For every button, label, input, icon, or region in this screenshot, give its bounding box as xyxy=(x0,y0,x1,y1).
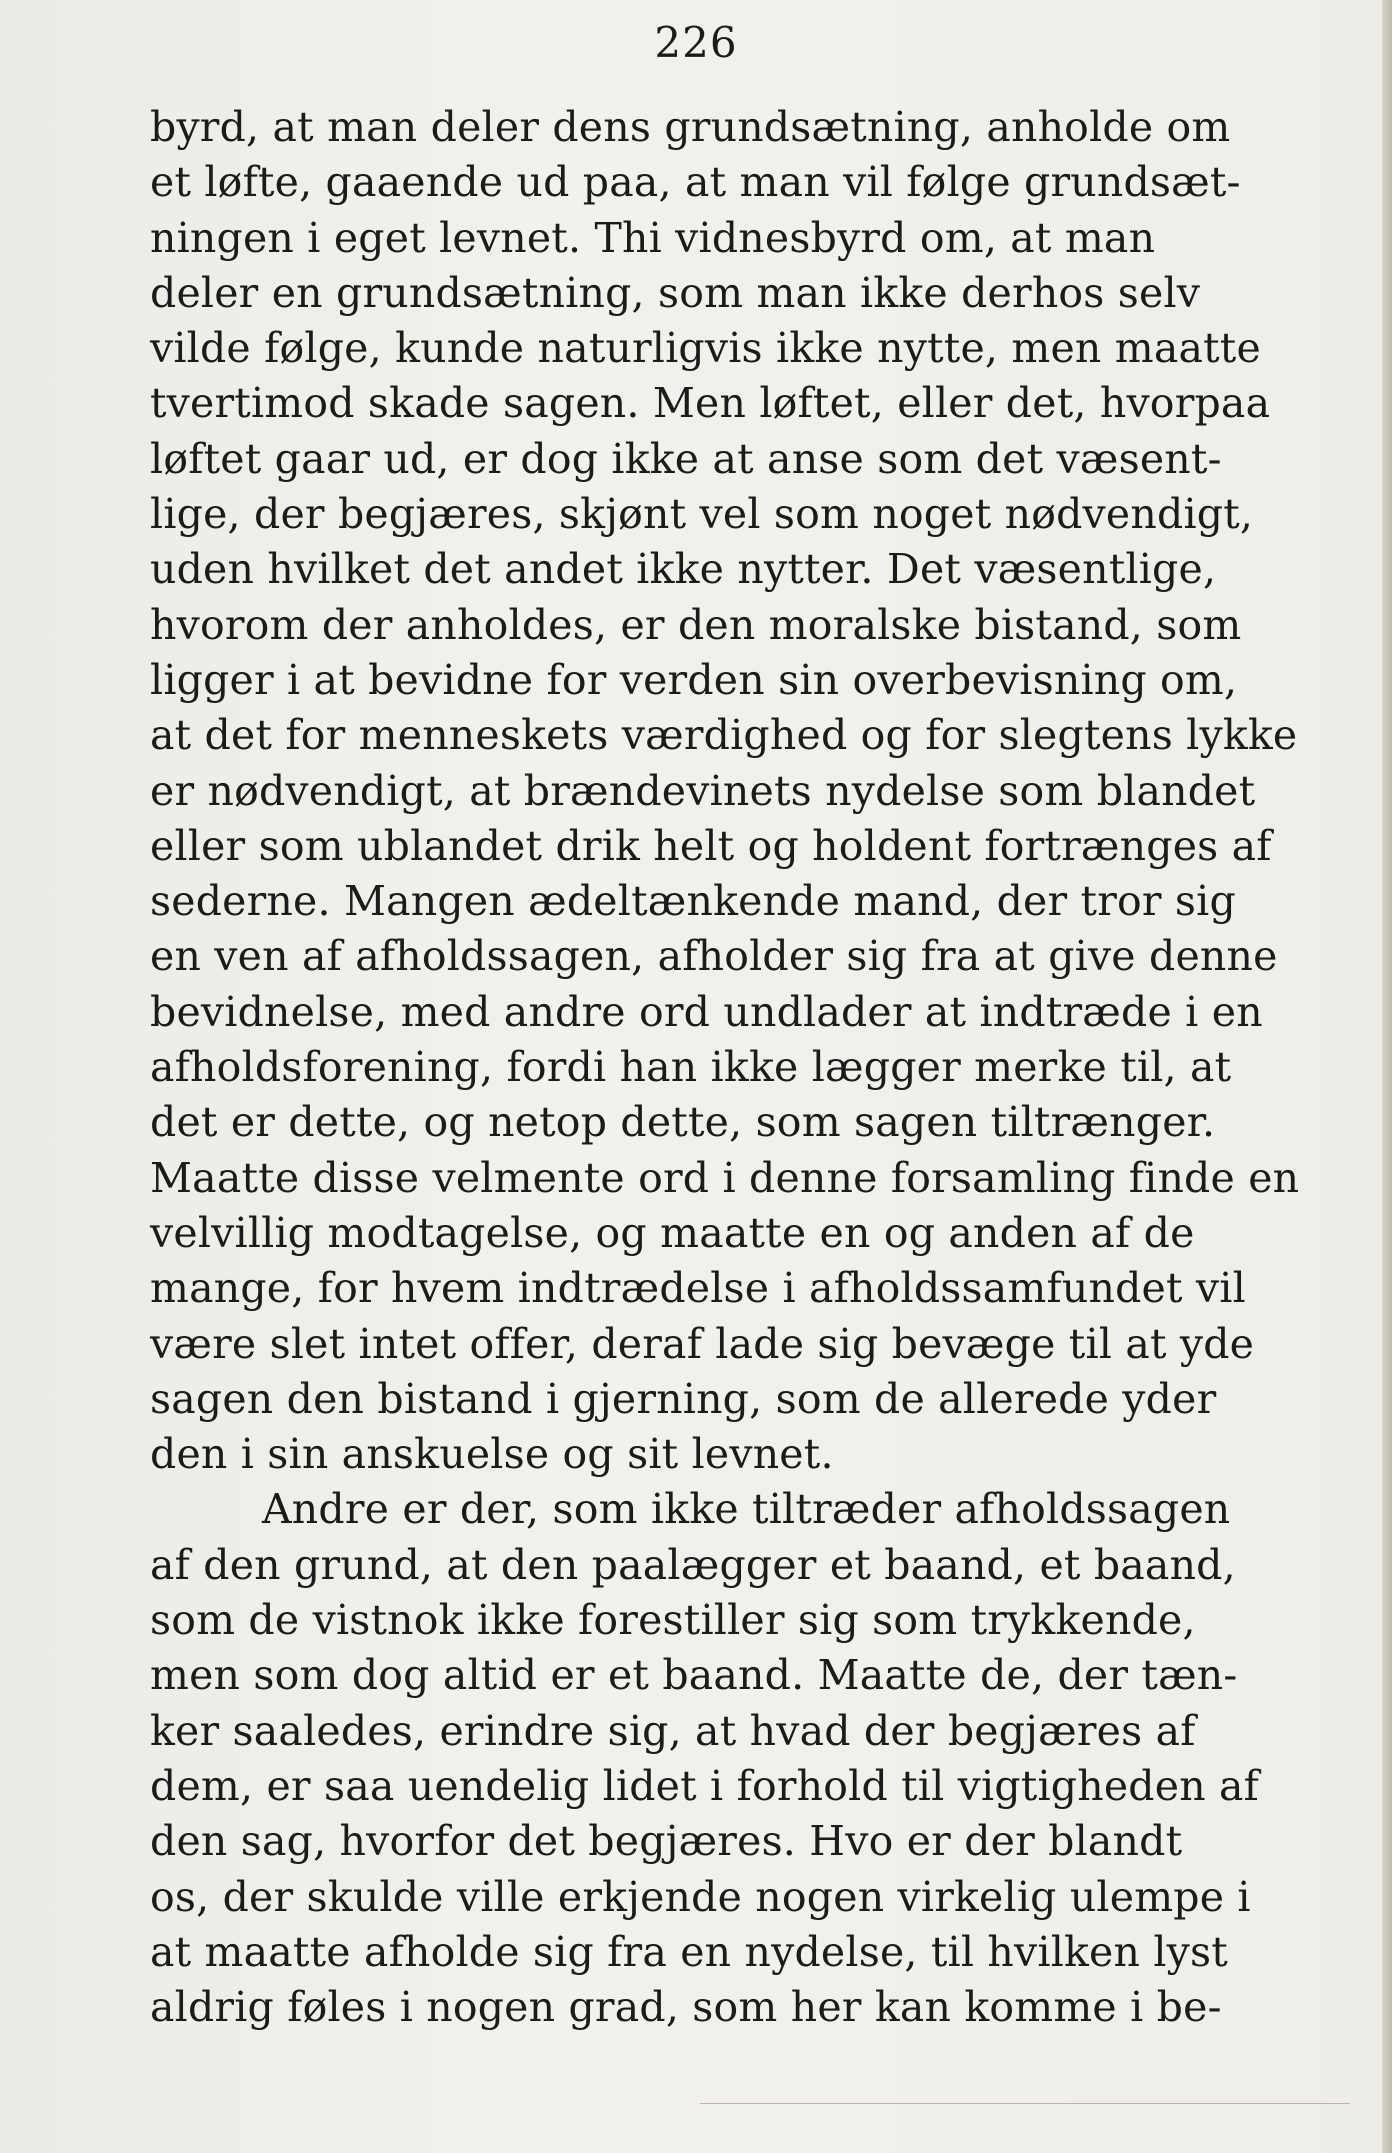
text-line: af den grund, at den paalægger et baand, et baand, xyxy=(150,1540,1236,1589)
text-line: afholdsforening, fordi han ikke lægger merke til, at xyxy=(150,1043,1232,1092)
page-number: 226 xyxy=(654,18,738,67)
text-line: en ven af afholdssagen, afholder sig fra at give denne xyxy=(150,932,1278,981)
text-line: ker saaledes, erindre sig, at hvad der begjæres af xyxy=(150,1706,1196,1755)
text-line: eller som ublandet drik helt og holdent fortrænges af xyxy=(150,821,1272,870)
text-line: som de vistnok ikke forestiller sig som trykkende, xyxy=(150,1596,1196,1645)
text-line: sagen den bistand i gjerning, som de allerede yder xyxy=(150,1374,1217,1423)
text-line: Maatte disse velmente ord i denne forsamling finde en xyxy=(150,1153,1300,1202)
text-line: er nødvendigt, at brændevinets nydelse som blandet xyxy=(150,766,1256,815)
text-line: aldrig føles i nogen grad, som her kan komme i be- xyxy=(150,1983,1222,2032)
text-line: men som dog altid er et baand. Maatte de, der tæn- xyxy=(150,1651,1238,1700)
text-line: et løfte, gaaende ud paa, at man vil følge grundsæt- xyxy=(150,158,1241,207)
body-text xyxy=(150,100,1360,2035)
text-line: ligger i at bevidne for verden sin overbevisning om, xyxy=(150,655,1238,704)
text-line: at det for menneskets værdighed og for slegtens lykke xyxy=(150,711,1298,760)
text-line: velvillig modtagelse, og maatte en og anden af de xyxy=(150,1208,1195,1257)
text-line: den sag, hvorfor det begjæres. Hvo er der blandt xyxy=(150,1817,1183,1866)
text-line: vilde følge, kunde naturligvis ikke nytte, men maatte xyxy=(150,324,1261,373)
divider xyxy=(700,2103,1350,2104)
text-line: deler en grundsætning, som man ikke derhos selv xyxy=(150,268,1201,317)
text-line: mange, for hvem indtrædelse i afholdssamfundet vil xyxy=(150,1264,1246,1313)
text-line: at maatte afholde sig fra en nydelse, til hvilken lyst xyxy=(150,1927,1228,1976)
text-line: uden hvilket det andet ikke nytter. Det væsentlige, xyxy=(150,545,1217,594)
text-line: det er dette, og netop dette, som sagen tiltrænger. xyxy=(150,1098,1216,1147)
text-line: sederne. Mangen ædeltænkende mand, der tror sig xyxy=(150,877,1236,926)
text-line: os, der skulde ville erkjende nogen virkelig ulempe i xyxy=(150,1872,1251,1921)
text-line: byrd, at man deler dens grundsætning, anholde om xyxy=(150,103,1231,151)
text-line: bevidnelse, med andre ord undlader at indtræde i en xyxy=(150,987,1263,1036)
text-line: ningen i eget levnet. Thi vidnesbyrd om, at man xyxy=(150,213,1156,262)
text-line: hvorom der anholdes, er den moralske bistand, som xyxy=(150,600,1242,649)
text-line: dem, er saa uendelig lidet i forhold til vigtigheden af xyxy=(150,1761,1260,1810)
paragraph-start-line: Andre er der, som ikke tiltræder afholdssagen xyxy=(262,1485,1231,1534)
text-line: tvertimod skade sagen. Men løftet, eller det, hvorpaa xyxy=(150,379,1271,428)
text-line: den i sin anskuelse og sit levnet. xyxy=(150,1430,834,1479)
page-edge xyxy=(1382,0,1392,2153)
text-line: løftet gaar ud, er dog ikke at anse som det væsent- xyxy=(150,434,1222,483)
text-line: være slet intet offer, deraf lade sig bevæge til at yde xyxy=(150,1319,1255,1368)
text-line: lige, der begjæres, skjønt vel som noget nødvendigt, xyxy=(150,490,1254,539)
